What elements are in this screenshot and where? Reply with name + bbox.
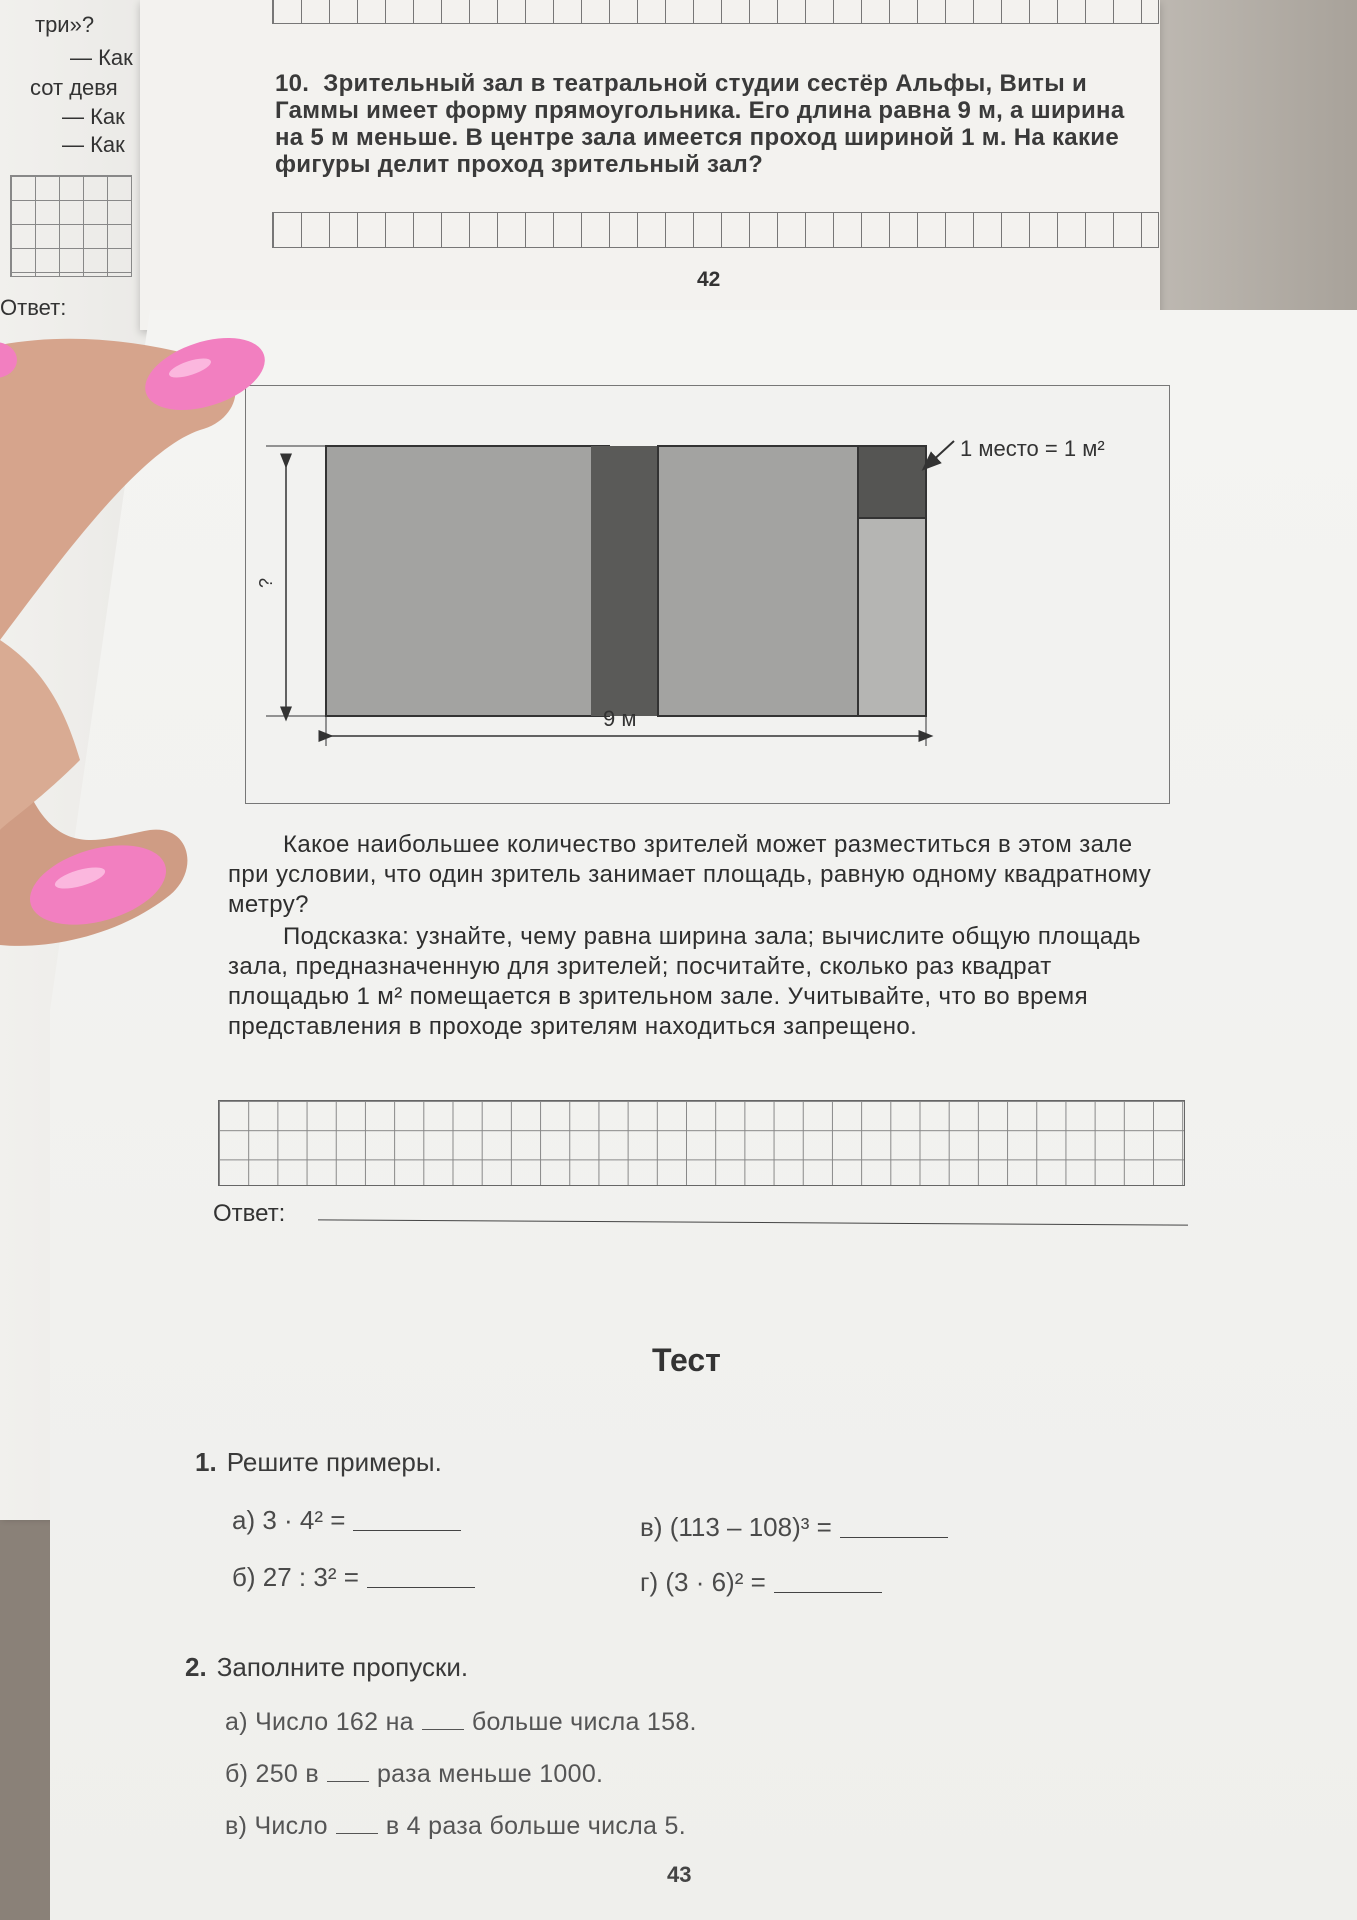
left-answer-label: Ответ: xyxy=(0,295,67,320)
fill-a-pre: а) Число 162 на xyxy=(225,1708,414,1736)
test-q2-text: Заполните пропуски. xyxy=(216,1652,469,1682)
left-line-2: — Как xyxy=(70,45,133,70)
task-10-text: Зрительный зал в театральной студии сестёр Альфы, Виты и Гаммы имеет форму прямоугольника. Его длина равна 9 м, а ширина на 5 м меньше. В центре зала имеется проход шириной 1 м. На какие фигуры делит проход зрительный зал? xyxy=(275,70,1125,178)
example-b-text: б) 27 : 3² = xyxy=(232,1562,359,1592)
seat-label: 1 место = 1 м² xyxy=(960,436,1105,461)
left-line-4: — Как xyxy=(62,104,125,129)
example-v-text: в) (113 – 108)³ = xyxy=(640,1512,832,1542)
answer-label: Ответ: xyxy=(213,1200,286,1227)
page-number-42: 42 xyxy=(697,268,721,291)
fill-b-pre: б) 250 в xyxy=(225,1760,319,1788)
palm xyxy=(0,640,80,830)
test-title: Тест xyxy=(652,1342,721,1378)
left-line-1: три»? xyxy=(35,12,95,37)
test-q1-number: 1. xyxy=(195,1447,217,1477)
task-10-number: 10. xyxy=(275,70,310,97)
test-q2-number: 2. xyxy=(185,1652,207,1682)
fill-v-post: в 4 раза больше числа 5. xyxy=(385,1812,686,1840)
question-text: Какое наибольшее количество зрителей может разместиться в этом зале при условии, что один зритель занимает площадь, равную одному квадратному метру? xyxy=(228,831,1152,918)
height-label: ? xyxy=(256,577,276,588)
left-line-3: сот девя xyxy=(30,75,118,100)
example-g-text: г) (3 · 6)² = xyxy=(640,1567,766,1597)
example-a-text: а) 3 · 4² = xyxy=(232,1505,346,1535)
hint-text: Подсказка: узнайте, чему равна ширина зала; вычислите общую площадь зала, предназначенную для зрителей; посчитайте, сколько раз квадрат площадью 1 м² помещается в зрительном зале. Учитывайте, что во время представления в проходе зрителям находиться запрещено. xyxy=(228,923,1141,1040)
fill-v-pre: в) Число xyxy=(225,1812,328,1840)
test-q1-text: Решите примеры. xyxy=(226,1447,442,1477)
width-label: 9 м xyxy=(603,706,637,731)
page-number-43: 43 xyxy=(667,1862,692,1887)
fill-a-post: больше числа 158. xyxy=(471,1708,697,1736)
left-line-5: — Как xyxy=(62,132,125,157)
fill-b-post: раза меньше 1000. xyxy=(376,1760,604,1788)
